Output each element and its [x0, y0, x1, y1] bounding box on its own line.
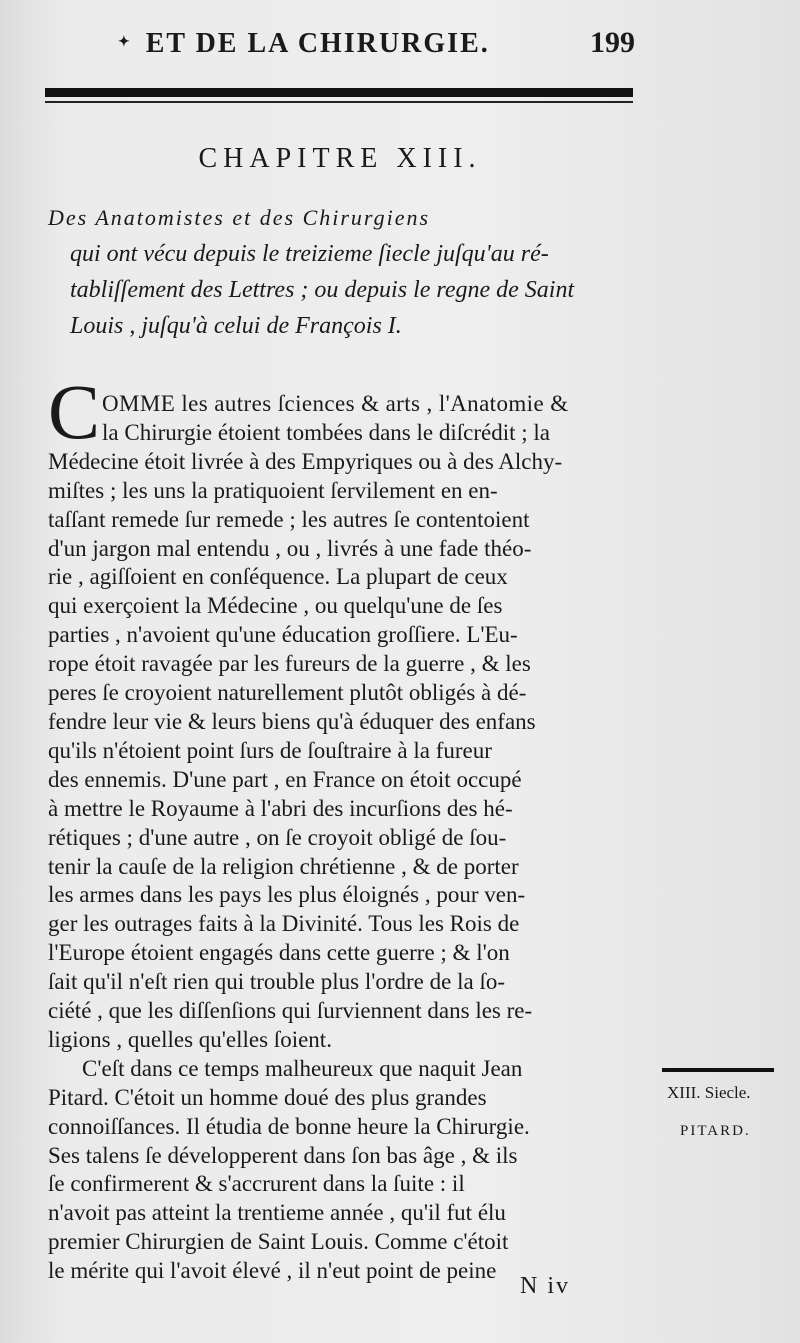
margin-note-siecle: XIII. Siecle.	[667, 1083, 751, 1102]
body-line: ſe confirmerent & s'accrurent dans la ſuite : il	[48, 1171, 465, 1197]
body-line: miſtes ; les uns la pratiquoient ſervilement en en-	[48, 477, 498, 503]
body-line: ſait qu'il n'eſt rien qui trouble plus l'ordre de la ſo-	[48, 969, 505, 995]
body-line: premier Chirurgien de Saint Louis. Comme c'étoit	[48, 1229, 509, 1255]
body-line: C'eſt dans ce temps malheureux que naquit Jean	[82, 1055, 523, 1081]
body-line: Ses talens ſe développerent dans ſon bas âge , & ils	[48, 1142, 518, 1168]
drop-cap: C	[48, 368, 101, 455]
body-line: rope étoit ravagée par les fureurs de la guerre , & les	[48, 651, 531, 677]
body-line: peres ſe croyoient naturellement plutôt obligés à dé-	[48, 680, 527, 706]
running-head-text: ET DE LA CHIRURGIE.	[145, 28, 490, 59]
body-line: parties , n'avoient qu'une éducation groſſiere. L'Eu-	[48, 622, 518, 648]
body-line: le mérite qui l'avoit élevé , il n'eut point de peine	[48, 1258, 497, 1284]
body-line: la Chirurgie étoient tombées dans le diſcrédit ; la	[102, 419, 550, 445]
catchword-signature: N iv	[520, 1273, 570, 1299]
body-text	[48, 368, 648, 1286]
heading-line: tabliſſement des Lettres ; ou depuis le regne de Saint	[70, 277, 575, 303]
body-line: n'avoit pas atteint la trentieme année , qu'il fut élu	[48, 1200, 506, 1226]
running-head	[118, 28, 638, 60]
body-line: l'Europe étoient engagés dans cette guerre ; & l'on	[48, 940, 510, 966]
body-line: tenir la cauſe de la religion chrétienne , & de porter	[48, 853, 519, 879]
body-line: ciété , que les diſſenſions qui ſurviennent dans les re-	[48, 998, 533, 1024]
body-line: fendre leur vie & leurs biens qu'à éduquer des enfans	[48, 708, 536, 734]
body-line: rétiques ; d'une autre , on ſe croyoit obligé de ſou-	[48, 824, 507, 850]
page-number: 199	[590, 26, 635, 59]
body-line: qui exerçoient la Médecine , ou quelqu'une de ſes	[48, 593, 503, 619]
body-line: ger les outrages faits à la Divinité. Tous les Rois de	[48, 911, 520, 937]
body-line: les armes dans les pays les plus éloignés , pour ven-	[48, 882, 526, 908]
heading-line: Des Anatomistes et des Chirurgiens	[48, 205, 431, 230]
body-line: Médecine étoit livrée à des Empyriques ou à des Alchy-	[48, 448, 563, 474]
body-line: qu'ils n'étoient point ſurs de ſouſtraire à la fureur	[48, 737, 492, 763]
chapter-title: CHAPITRE XIII.	[198, 143, 482, 174]
body-line: d'un jargon mal entendu , ou , livrés à une fade théo-	[48, 535, 532, 561]
body-line: taſſant remede ſur remede ; les autres ſe contentoient	[48, 506, 530, 532]
body-line: à mettre le Royaume à l'abri des incurſions des hé-	[48, 795, 513, 821]
body-line: ligions , quelles qu'elles ſoient.	[48, 1026, 332, 1052]
margin-rule	[662, 1068, 774, 1072]
heading-line: Louis , juſqu'à celui de François I.	[70, 313, 402, 339]
body-line: OMME les autres ſciences & arts , l'Anatomie &	[102, 391, 569, 416]
body-line: des ennemis. D'une part , en France on étoit occupé	[48, 766, 522, 792]
head-rule-thin	[45, 101, 633, 103]
chapter-heading	[48, 200, 648, 344]
heading-line: qui ont vécu depuis le treizieme ſiecle juſqu'au ré-	[70, 241, 549, 267]
ornament-star-icon: ✦	[118, 35, 132, 50]
body-line: rie , agiſſoient en conſéquence. La plupart de ceux	[48, 564, 508, 590]
body-line: connoiſſances. Il étudia de bonne heure la Chirurgie.	[48, 1113, 530, 1139]
head-rule-thick	[45, 88, 633, 97]
body-line: Pitard. C'étoit un homme doué des plus grandes	[48, 1084, 487, 1110]
margin-note-name: PITARD.	[680, 1123, 751, 1139]
